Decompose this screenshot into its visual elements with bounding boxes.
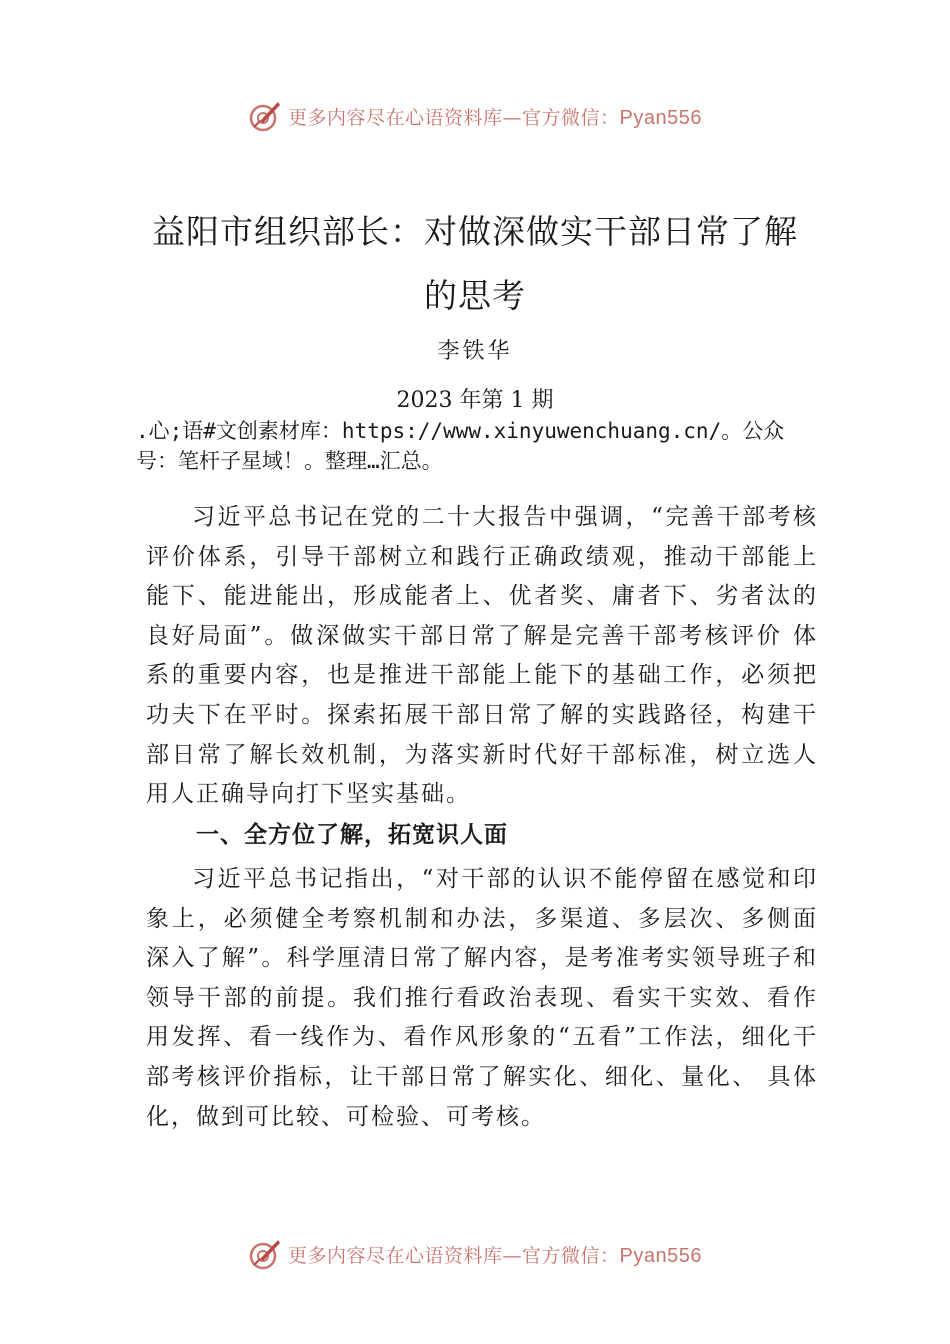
paragraph-2: 习近平总书记指出，“对干部的认识不能停留在感觉和印象上，必须健全考察机制和办法，多渠道、多层次、多侧面深入了解”。科学厘清日常了解内容，是考准考实领导班子和领导干部的前提。我们推行看政治表现、看实干实效、看作用发挥、看一线作为、看作风形象的“五看”工作法，细化干部考核评价指标，让干部日常了解实化、细化、量化、 具体化，做到可比较、可检验、可考核。 — [146, 866, 818, 1130]
watermark-top — [0, 96, 950, 136]
watermark-bottom — [0, 1234, 950, 1274]
article-issue: 2023 年第 1 期 — [396, 388, 554, 413]
watermark-handle: Pyan556 — [619, 106, 702, 129]
quill-logo-icon — [248, 1237, 282, 1271]
source-note: .心;语#文创素材库：https://www.xinyuwenchuang.cn/。公众号：笔杆子星域！。整理…汇总。 — [136, 419, 785, 473]
watermark-text: 更多内容尽在心语资料库—官方微信：Pyan556 — [288, 106, 702, 129]
article-author: 李铁华 — [437, 339, 513, 364]
watermark-handle: Pyan556 — [619, 1244, 702, 1267]
paragraph-1: 习近平总书记在党的二十大报告中强调，“完善干部考核评价体系，引导干部树立和践行正确政绩观，推动干部能上能下、能进能出，形成能者上、优者奖、庸者下、劣者汰的良好局面”。做深做实干部日常了解是完善干部考核评价 体系的重要内容，也是推进干部能上能下的基础工作，必须把功夫下在平时。探索拓展干部日常了解的实践路径，构建干部日常了解长效机制，为落实新时代好干部标准，树立选人用人正确导向打下坚实基础。 — [146, 504, 818, 808]
quill-logo-icon — [248, 99, 282, 133]
article-title: 益阳市组织部长：对做深做实干部日常了解的思考 — [152, 212, 798, 315]
watermark-text: 更多内容尽在心语资料库—官方微信：Pyan556 — [288, 1244, 702, 1267]
section-heading-1: 一、全方位了解，拓宽识人面 — [196, 822, 508, 848]
